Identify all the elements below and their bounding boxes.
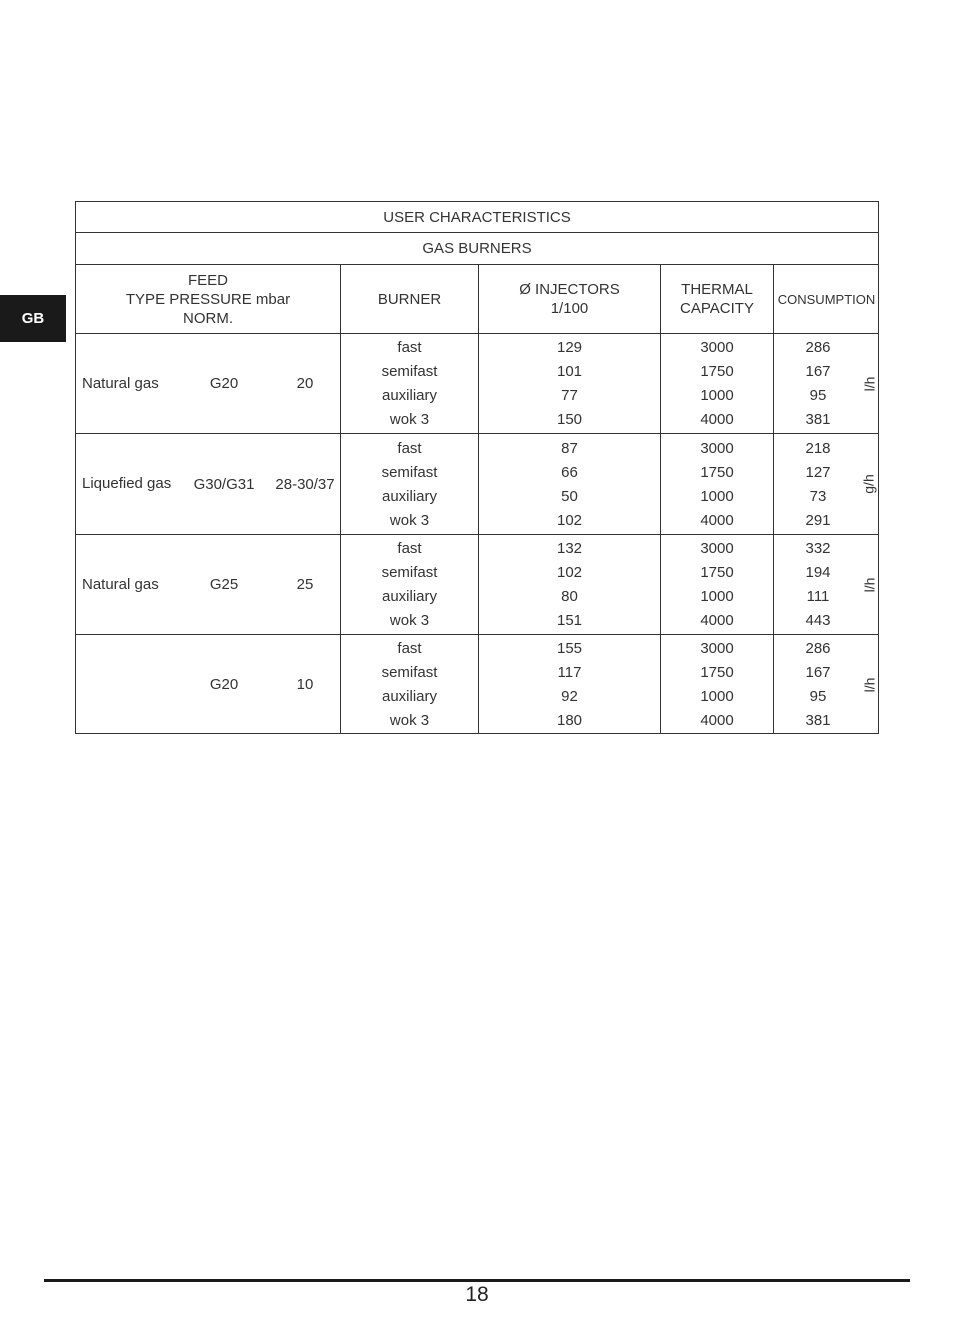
injector-value: 151: [556, 611, 583, 629]
thermal-value: 1750: [700, 564, 734, 582]
consumption-value: 194: [805, 564, 831, 582]
table-group-row: [76, 635, 878, 734]
feed-gas-type: G20: [209, 375, 239, 392]
thermal-value: 1000: [700, 487, 734, 505]
header-thermal-line1: THERMAL: [681, 281, 753, 298]
consumption-value: 111: [806, 587, 830, 605]
burner-cell: [340, 434, 478, 534]
header-injectors: [478, 265, 660, 333]
consumption-values: [773, 635, 863, 734]
thermal-value: 4000: [700, 611, 734, 629]
injector-value: 80: [561, 587, 578, 605]
burner-value: fast: [397, 339, 422, 357]
header-burner-label: BURNER: [377, 290, 442, 308]
injector-value: 180: [556, 711, 583, 729]
header-injectors-line1: Ø INJECTORS: [519, 281, 620, 298]
injector-cell: [478, 635, 660, 734]
feed-pressure: 25: [296, 576, 314, 593]
injector-value: 150: [556, 410, 583, 428]
table-header-row: [76, 265, 878, 334]
consumption-unit: [859, 635, 879, 734]
feed-pressure: 20: [296, 375, 314, 392]
burner-value: semifast: [381, 564, 438, 582]
table-group-row: [76, 535, 878, 635]
header-burner: [340, 265, 478, 333]
injector-value: 87: [561, 439, 578, 457]
feed-cell: [76, 334, 340, 433]
thermal-value: 3000: [700, 339, 734, 357]
feed-pressure: 28-30/37: [275, 475, 335, 493]
header-feed: [76, 265, 340, 333]
thermal-value: 1750: [700, 664, 734, 682]
feed-gas-name: Natural gas: [82, 575, 159, 593]
thermal-value: 1000: [700, 386, 734, 404]
consumption-value: 291: [805, 511, 831, 529]
consumption-value: 218: [805, 439, 831, 457]
header-injectors-line2: 1/100: [550, 300, 589, 317]
thermal-value: 1750: [700, 463, 734, 481]
consumption-value: 73: [809, 487, 827, 505]
consumption-unit-label: l/h: [860, 577, 877, 592]
thermal-cell: [660, 535, 773, 634]
consumption-value: 95: [809, 386, 827, 404]
injector-value: 102: [556, 511, 583, 529]
thermal-value: 1000: [700, 687, 734, 705]
burner-value: auxiliary: [381, 386, 438, 404]
feed-gas-name: [82, 635, 172, 734]
thermal-value: 3000: [700, 439, 734, 457]
consumption-value: 332: [805, 540, 831, 558]
feed-gas-name: Natural gas: [82, 374, 159, 392]
consumption-unit: [859, 334, 879, 433]
feed-cell: [76, 434, 340, 534]
thermal-value: 4000: [700, 711, 734, 729]
consumption-unit-label: l/h: [860, 376, 877, 391]
feed-pressure: 10: [296, 676, 314, 693]
consumption-value: 443: [805, 611, 831, 629]
thermal-value: 3000: [700, 540, 734, 558]
consumption-values: [773, 434, 863, 534]
table-title: USER CHARACTERISTICS: [76, 202, 878, 233]
table-group-row: [76, 334, 878, 434]
burner-cell: [340, 635, 478, 734]
thermal-cell: [660, 635, 773, 734]
burner-cell: [340, 535, 478, 634]
injector-value: 66: [561, 463, 578, 481]
consumption-value: 167: [805, 363, 831, 381]
injector-value: 155: [556, 640, 583, 658]
thermal-value: 4000: [700, 410, 734, 428]
consumption-value: 381: [805, 410, 831, 428]
consumption-value: 167: [805, 664, 831, 682]
feed-gas-type: G25: [209, 576, 239, 593]
consumption-value: 127: [805, 463, 831, 481]
consumption-unit-label: l/h: [860, 677, 877, 692]
header-thermal-line2: CAPACITY: [680, 300, 754, 317]
injector-value: 92: [561, 687, 578, 705]
burner-value: semifast: [381, 363, 438, 381]
thermal-value: 4000: [700, 511, 734, 529]
injector-value: 102: [556, 564, 583, 582]
header-feed-line3: NORM.: [183, 309, 233, 327]
burner-value: fast: [397, 540, 422, 558]
burner-value: wok 3: [389, 410, 430, 428]
injector-cell: [478, 535, 660, 634]
thermal-value: 3000: [700, 640, 734, 658]
table-group-row: [76, 434, 878, 535]
injector-value: 77: [561, 386, 578, 404]
header-consumption: [773, 265, 879, 333]
burner-value: semifast: [381, 463, 438, 481]
consumption-values: [773, 334, 863, 433]
injector-value: 117: [557, 664, 582, 682]
injector-value: 50: [561, 487, 578, 505]
consumption-unit-label: g/h: [861, 474, 877, 494]
feed-gas-type: G20: [209, 676, 239, 693]
footer-rule: [44, 1279, 910, 1282]
burner-value: wok 3: [389, 611, 430, 629]
feed-cell: [76, 635, 340, 734]
consumption-value: 381: [805, 711, 831, 729]
thermal-cell: [660, 334, 773, 433]
consumption-value: 286: [805, 640, 831, 658]
page-number: 18: [465, 1283, 489, 1306]
injector-cell: [478, 334, 660, 433]
injector-value: 101: [556, 363, 583, 381]
injector-value: 132: [556, 540, 583, 558]
feed-gas-type: G30/G31: [193, 475, 255, 493]
burner-value: wok 3: [389, 511, 430, 529]
table-subtitle: GAS BURNERS: [76, 233, 878, 265]
burner-value: auxiliary: [381, 487, 438, 505]
injector-cell: [478, 434, 660, 534]
burner-value: fast: [397, 439, 422, 457]
thermal-cell: [660, 434, 773, 534]
burner-value: semifast: [381, 664, 438, 682]
feed-gas-name: Liquefied gas: [82, 475, 172, 492]
burner-value: fast: [397, 640, 422, 658]
language-tab: GB: [0, 295, 66, 342]
header-thermal: [660, 265, 773, 333]
header-consumption-label: CONSUMPTION: [777, 291, 876, 307]
consumption-value: 95: [809, 687, 827, 705]
consumption-values: [773, 535, 863, 634]
burner-value: wok 3: [389, 711, 430, 729]
consumption-unit: [859, 434, 879, 534]
user-characteristics-table: [75, 201, 879, 734]
burner-value: auxiliary: [381, 587, 438, 605]
header-feed-line2: TYPE PRESSURE mbar: [125, 290, 291, 308]
injector-value: 129: [556, 339, 583, 357]
header-feed-line1: FEED: [187, 271, 228, 289]
thermal-value: 1750: [700, 363, 734, 381]
consumption-unit: [859, 535, 879, 634]
burner-value: auxiliary: [381, 687, 438, 705]
burner-cell: [340, 334, 478, 433]
feed-cell: [76, 535, 340, 634]
consumption-value: 286: [805, 339, 831, 357]
thermal-value: 1000: [700, 587, 734, 605]
